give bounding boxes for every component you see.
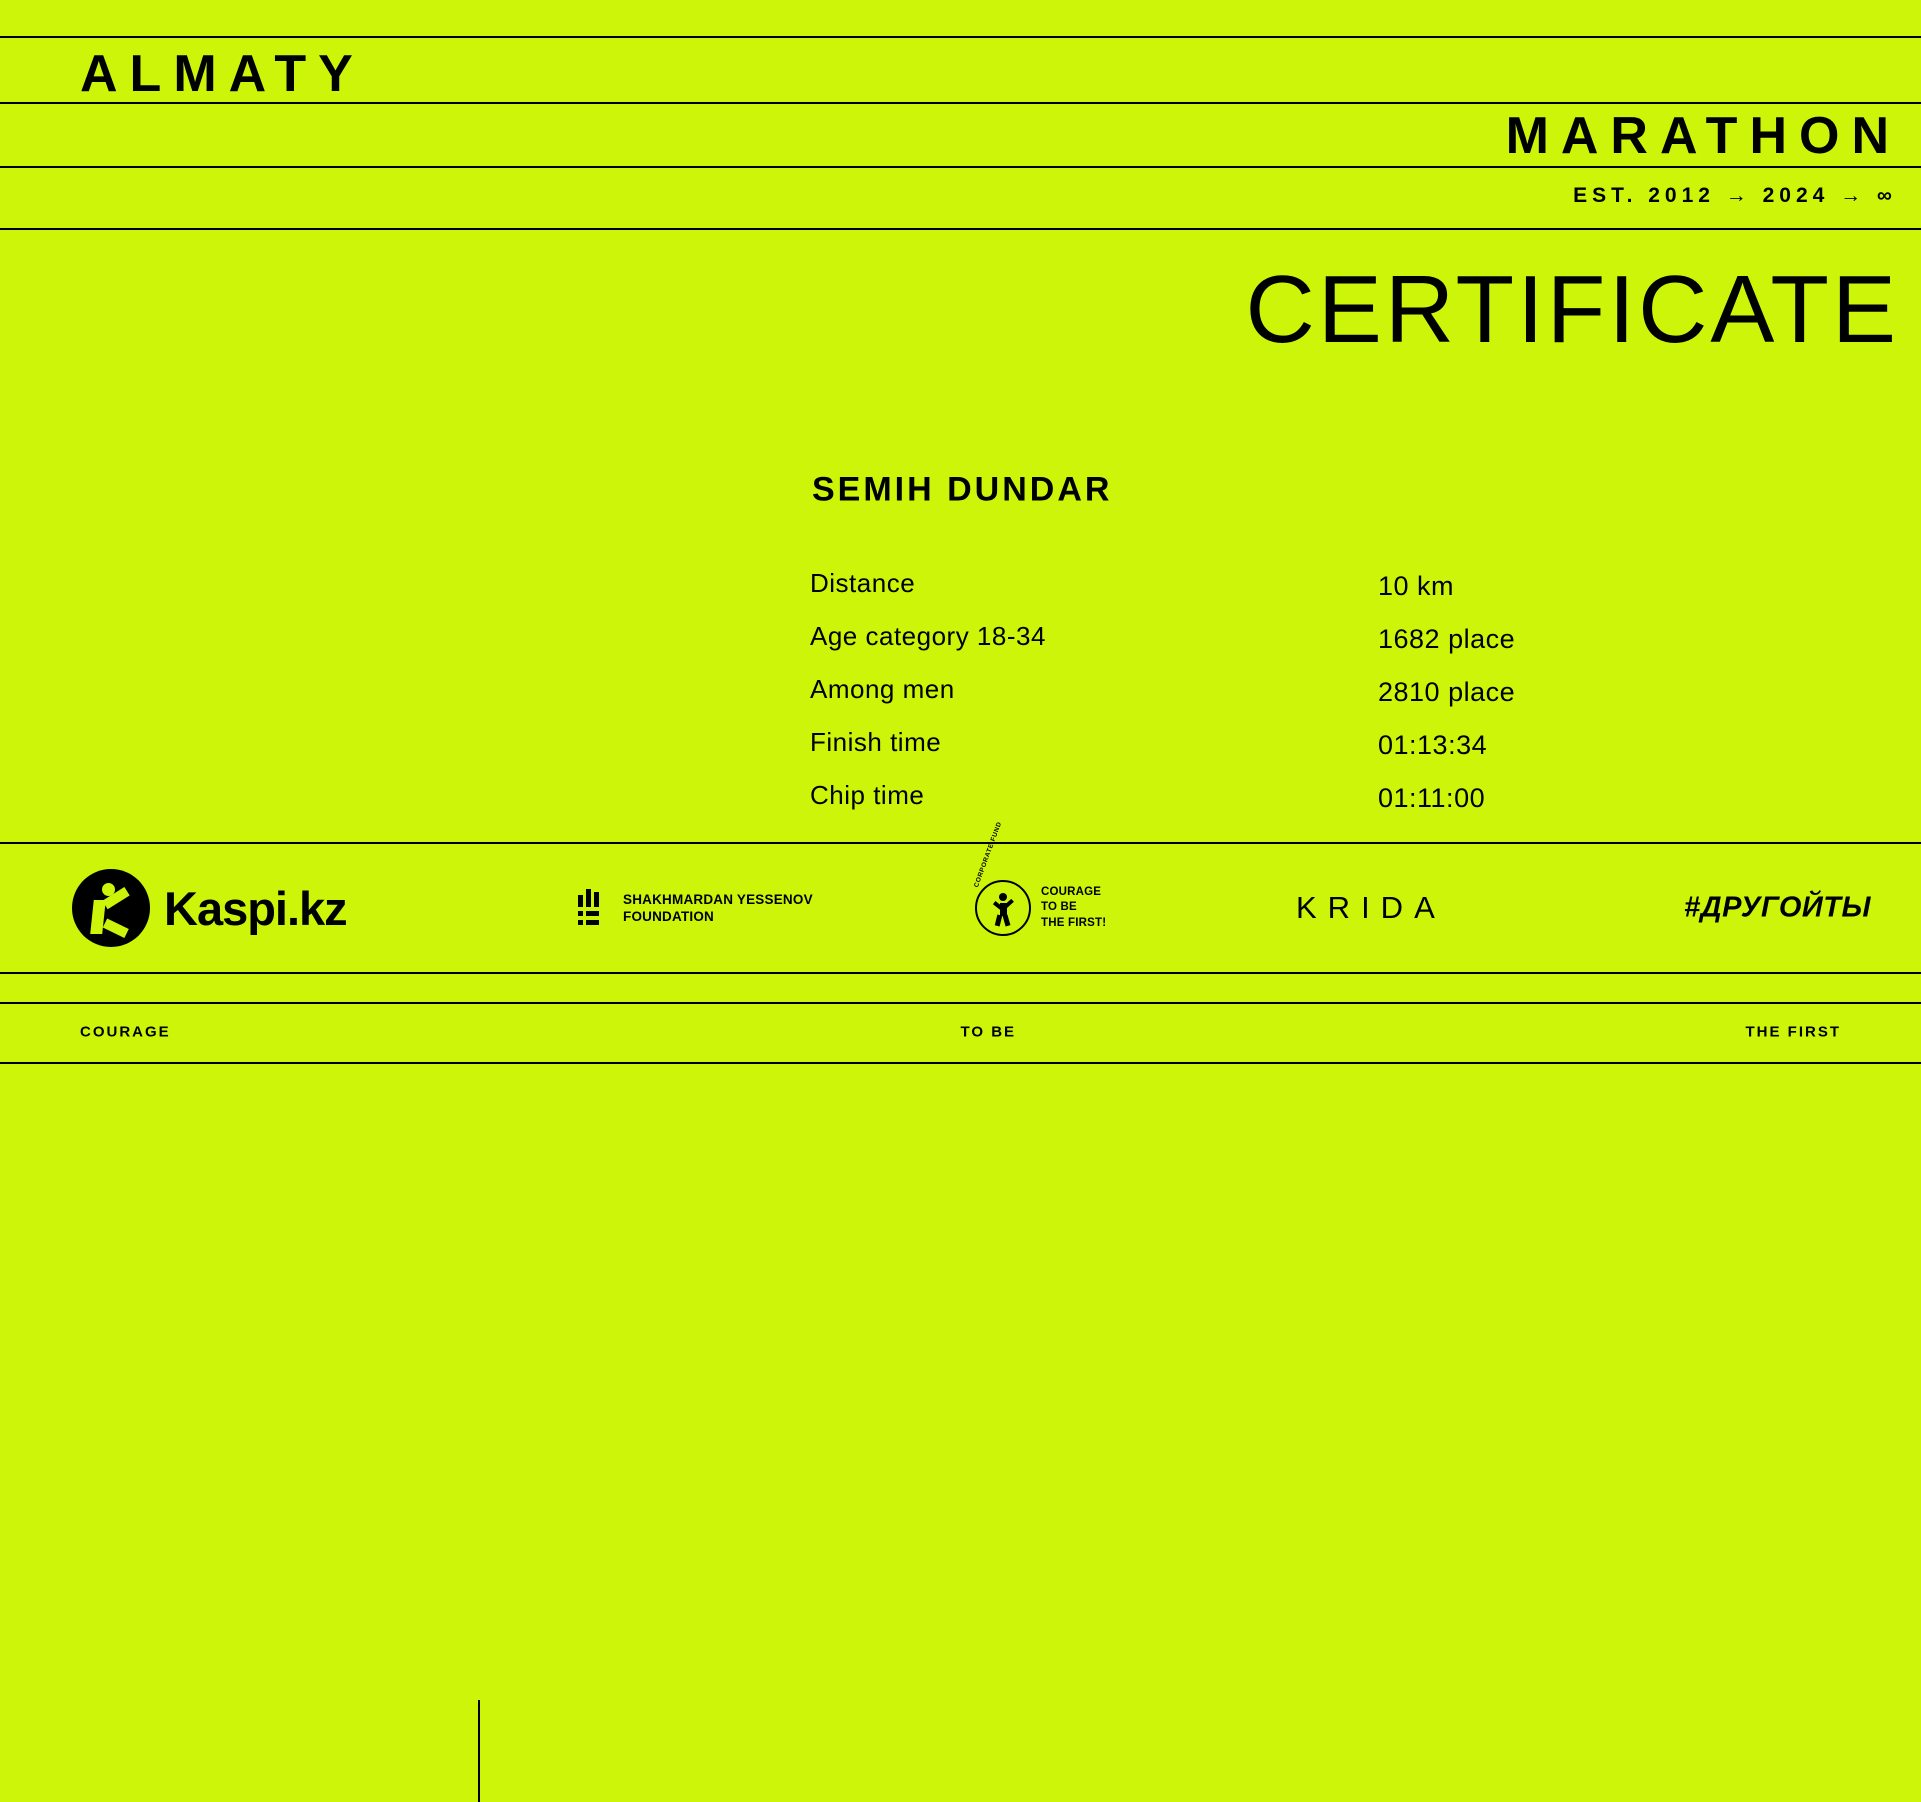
sponsor-hashtag-drugoity: #ДРУГОЙТЫ bbox=[1684, 891, 1871, 924]
yessenov-line-2: FOUNDATION bbox=[623, 909, 714, 924]
runner-name: SEMIH DUNDAR bbox=[812, 470, 1113, 509]
corporate-fund-line-3: THE FIRST! bbox=[1041, 916, 1107, 929]
yessenov-wordmark bbox=[623, 891, 813, 926]
brand-line-marathon: MARATHON bbox=[1505, 107, 1901, 165]
detail-label: Among men bbox=[810, 674, 955, 704]
corporate-fund-line-1: COURAGE bbox=[1041, 885, 1102, 898]
detail-value: 01:13:34 bbox=[1378, 730, 1488, 760]
footer-right-text: THE FIRST bbox=[1745, 1023, 1841, 1041]
yessenov-line-1: SHAKHMARDAN YESSENOV bbox=[623, 891, 813, 907]
detail-value: 2810 place bbox=[1378, 677, 1516, 707]
corporate-fund-wordmark bbox=[1041, 885, 1106, 932]
detail-value: 01:11:00 bbox=[1378, 783, 1486, 813]
detail-value: 10 km bbox=[1378, 571, 1455, 601]
detail-label: Finish time bbox=[810, 727, 942, 757]
kaspi-wordmark: Kaspi.kz bbox=[164, 881, 347, 935]
footer-left-text: COURAGE bbox=[80, 1023, 171, 1041]
sponsor-krida: KRIDA bbox=[1296, 890, 1446, 925]
corporate-fund-arc-text: CORPORATE FUND bbox=[973, 820, 1004, 889]
vertical-divider bbox=[478, 1700, 480, 1802]
detail-row bbox=[810, 780, 1810, 833]
corporate-fund-line-2: TO BE bbox=[1041, 901, 1077, 914]
yessenov-bars-icon bbox=[578, 889, 612, 927]
divider-line bbox=[0, 228, 1921, 230]
detail-label: Chip time bbox=[810, 780, 925, 810]
detail-row bbox=[810, 568, 1810, 621]
corporate-fund-seal-icon bbox=[973, 820, 1031, 936]
page-title: CERTIFICATE bbox=[1245, 256, 1899, 363]
sponsor-strip bbox=[0, 820, 1921, 972]
result-details bbox=[810, 568, 1810, 833]
detail-label: Age category 18-34 bbox=[810, 621, 1046, 651]
detail-label: Distance bbox=[810, 568, 916, 598]
detail-row bbox=[810, 674, 1810, 727]
footer-middle-text: TO BE bbox=[960, 1023, 1017, 1041]
brand-line-almaty: ALMATY bbox=[80, 45, 365, 103]
detail-row bbox=[810, 621, 1810, 674]
detail-row bbox=[810, 727, 1810, 780]
sponsor-kaspi bbox=[72, 869, 347, 947]
established-text: EST. 2012 → 2024 → ∞ bbox=[1573, 184, 1897, 207]
detail-value: 1682 place bbox=[1378, 624, 1516, 654]
kaspi-runner-icon bbox=[72, 869, 150, 947]
header-band bbox=[0, 0, 1921, 228]
divider-line bbox=[0, 1062, 1921, 1064]
sponsor-yessenov-foundation bbox=[578, 889, 813, 927]
sponsor-corporate-fund bbox=[973, 820, 1107, 936]
divider-line bbox=[0, 972, 1921, 974]
footer-slogan bbox=[0, 1002, 1921, 1062]
